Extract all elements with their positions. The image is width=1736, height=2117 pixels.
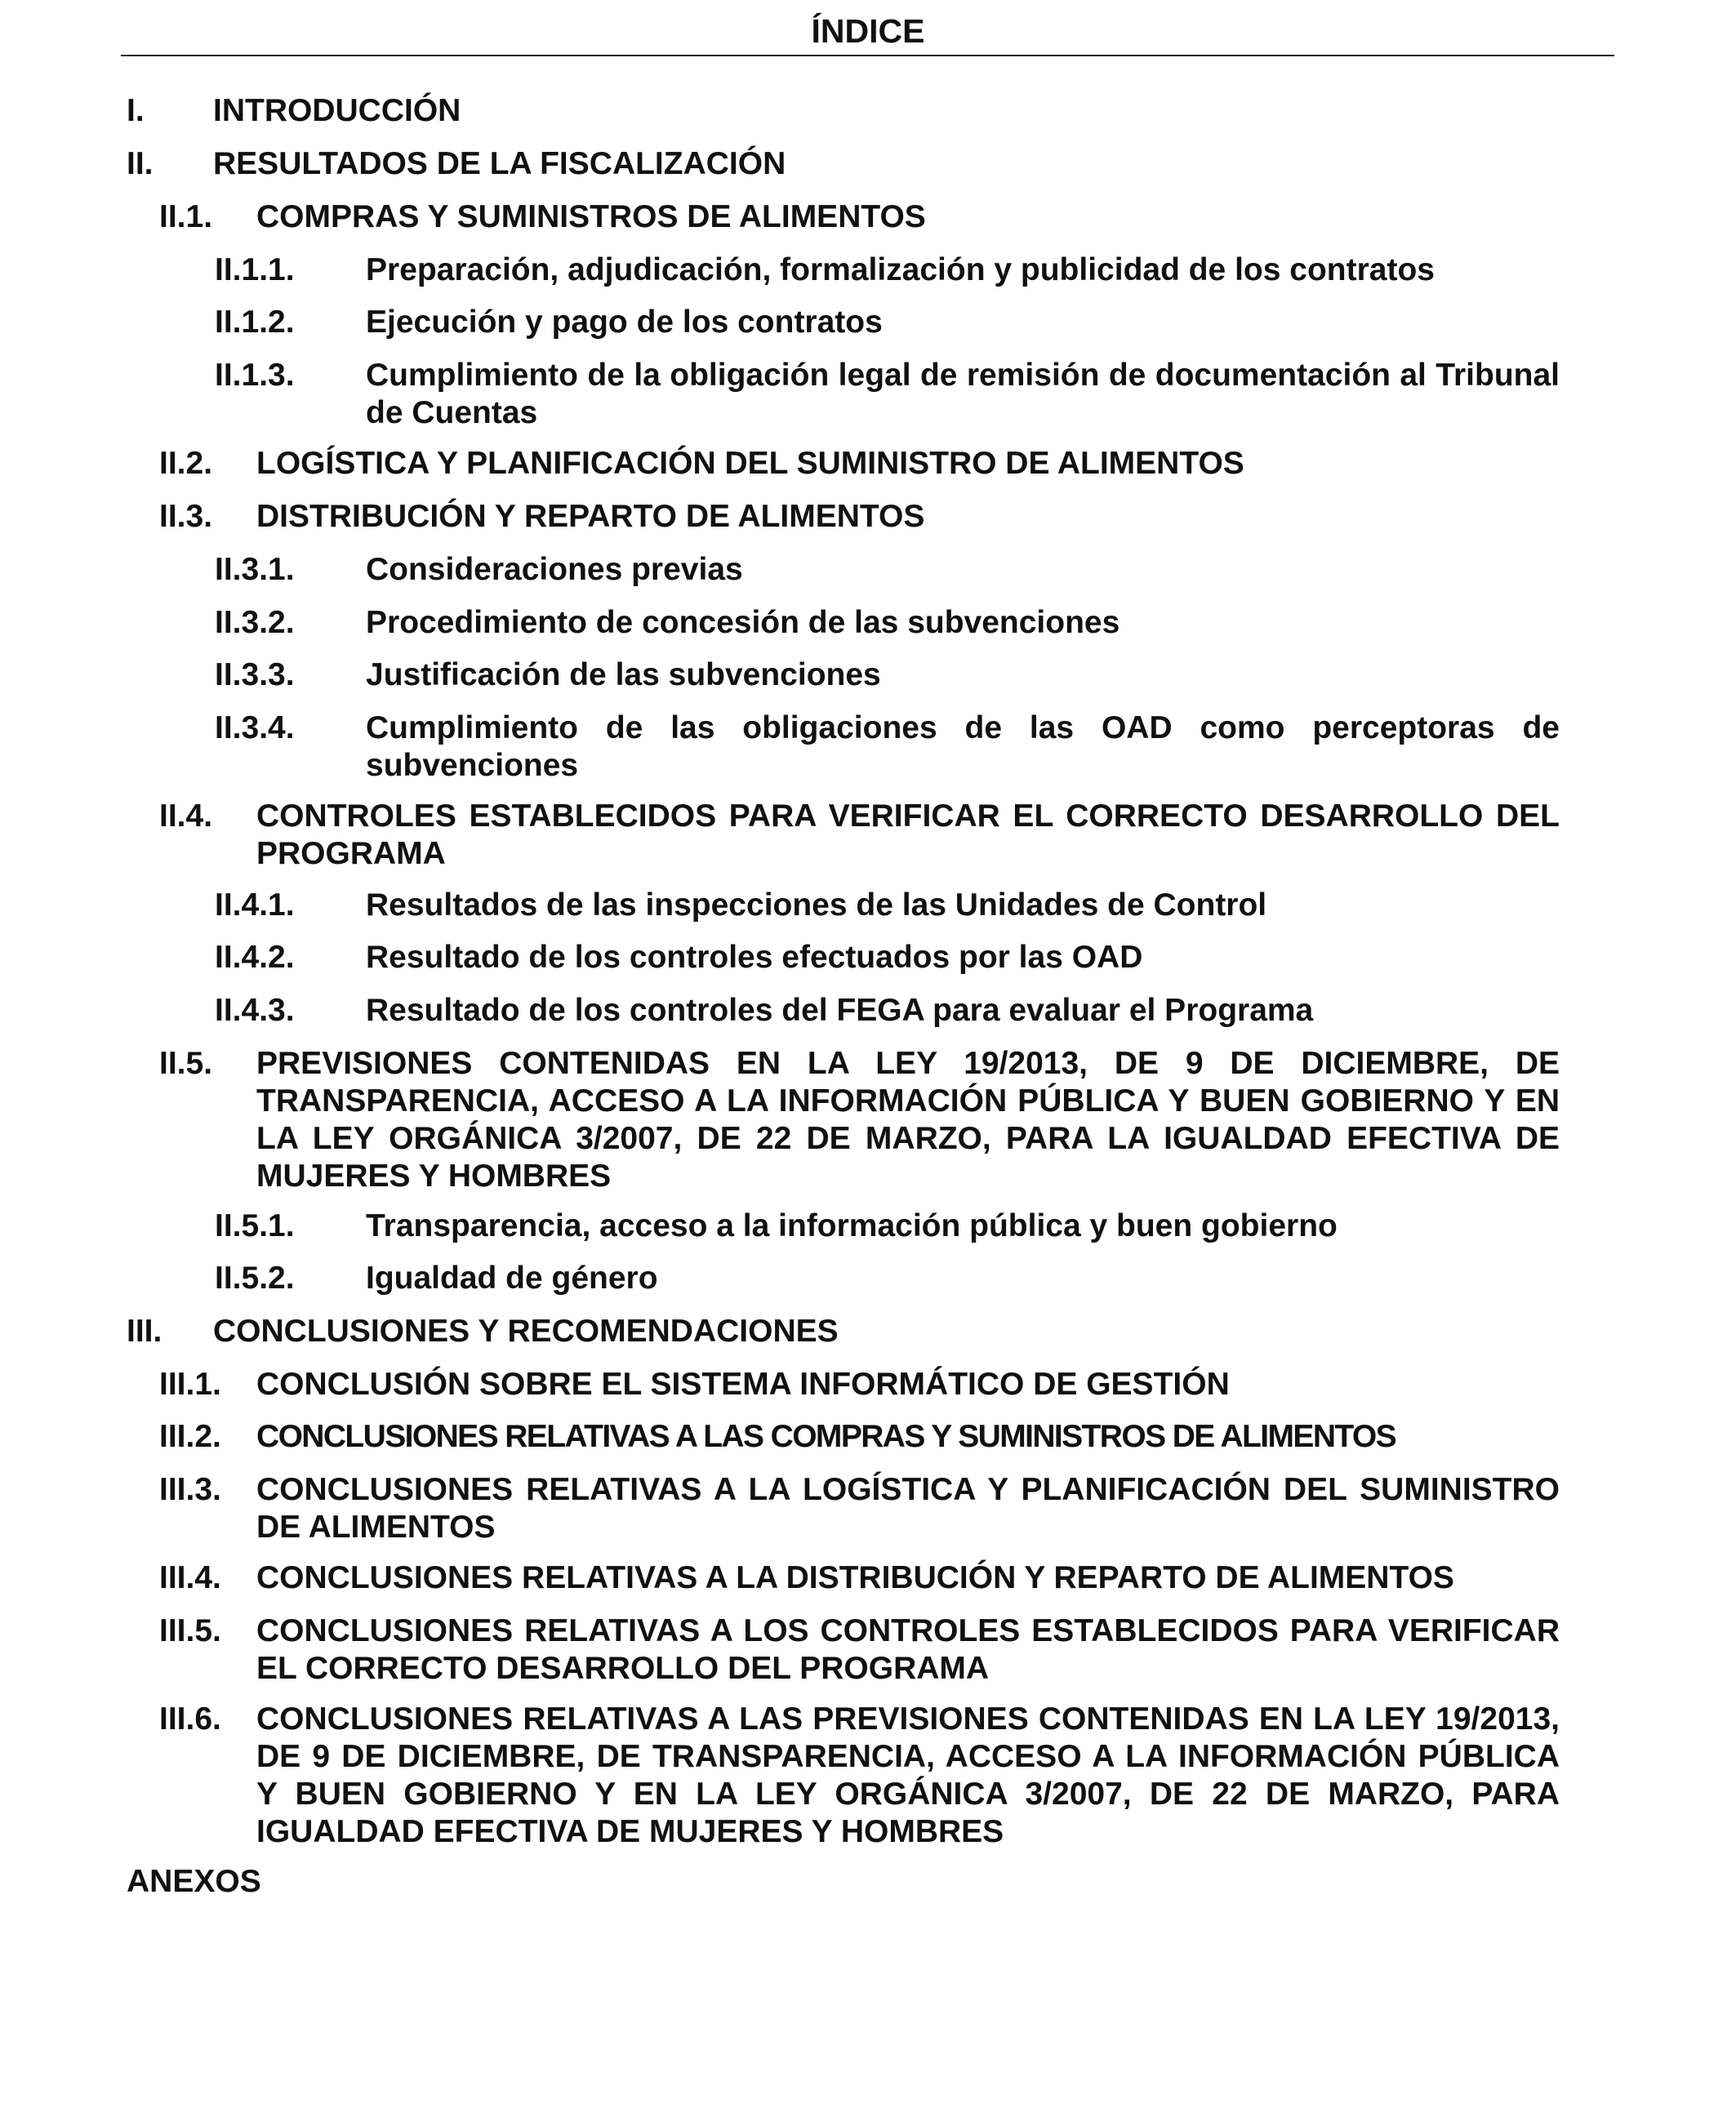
toc-entry-number: II.1.	[159, 199, 213, 234]
toc-entry-text: Cumplimiento de la obligación legal de remisión de documentación al Tribunal de Cuentas	[366, 358, 1560, 430]
toc-entry-text: Transparencia, acceso a la información pública y buen gobierno	[366, 1208, 1338, 1243]
toc-entry-text: CONCLUSIONES RELATIVAS A LOS CONTROLES ESTABLECIDOS PARA VERIFICAR EL CORRECTO DESARROLLO DEL PROGRAMA	[256, 1613, 1560, 1686]
toc-entry-number: II.5.2.	[215, 1261, 295, 1296]
toc-entry-number: III.1.	[159, 1367, 221, 1402]
toc-entry-text: Procedimiento de concesión de las subvenciones	[366, 605, 1120, 640]
toc-entry-number: III.4.	[159, 1560, 221, 1595]
toc-entry-number: III.2.	[159, 1419, 221, 1454]
toc-entry-text: CONCLUSIONES RELATIVAS A LA LOGÍSTICA Y PLANIFICACIÓN DEL SUMINISTRO DE ALIMENTOS	[256, 1472, 1560, 1545]
toc-entry-text: PREVISIONES CONTENIDAS EN LA LEY 19/2013, DE 9 DE DICIEMBRE, DE TRANSPARENCIA, ACCESO A LA INFORMACIÓN PÚBLICA Y BUEN GOBIERNO Y EN LA LEY ORGÁNICA 3/2007, DE 22 DE MARZO, PARA LA IGUALDAD EFECTIVA DE MUJERES Y HOMBRES	[256, 1046, 1560, 1194]
toc-entry-number: II.1.3.	[215, 358, 295, 393]
toc-entry-number: II.3.	[159, 499, 213, 534]
toc-entry-text: Resultados de las inspecciones de las Unidades de Control	[366, 887, 1267, 923]
toc-entry-number: II.4.3.	[215, 993, 295, 1028]
toc-entry-number: II.2.	[159, 446, 213, 481]
toc-entry-text: Resultado de los controles del FEGA para evaluar el Programa	[366, 993, 1314, 1028]
toc-entry-text: Cumplimiento de las obligaciones de las OAD como perceptoras de subvenciones	[366, 710, 1560, 783]
toc-entry-text: INTRODUCCIÓN	[213, 93, 461, 128]
toc-entry-text: CONCLUSIONES Y RECOMENDACIONES	[213, 1314, 839, 1349]
toc-entry-text: CONCLUSIONES RELATIVAS A LA DISTRIBUCIÓN Y REPARTO DE ALIMENTOS	[256, 1560, 1454, 1595]
toc-entry-number: II.	[127, 146, 154, 181]
toc-entry-text: LOGÍSTICA Y PLANIFICACIÓN DEL SUMINISTRO DE ALIMENTOS	[256, 446, 1244, 481]
toc-entry-number: III.	[127, 1314, 162, 1349]
toc-entry-number: III.3.	[159, 1472, 221, 1507]
toc-entry-text: RESULTADOS DE LA FISCALIZACIÓN	[213, 146, 786, 181]
toc-entry-number: II.1.1.	[215, 252, 295, 287]
toc-entry-text: CONCLUSIONES RELATIVAS A LAS COMPRAS Y SUMINISTROS DE ALIMENTOS	[256, 1419, 1396, 1454]
toc-entry-number: III.6.	[159, 1701, 221, 1737]
toc-entry-number: I.	[127, 93, 145, 128]
toc-entry-text: Ejecución y pago de los contratos	[366, 305, 883, 340]
toc-entry-text: CONCLUSIÓN SOBRE EL SISTEMA INFORMÁTICO DE GESTIÓN	[256, 1367, 1230, 1402]
toc-entry-text: DISTRIBUCIÓN Y REPARTO DE ALIMENTOS	[256, 499, 925, 534]
toc-entry-number: II.3.1.	[215, 552, 295, 587]
toc-entry-number: II.3.2.	[215, 605, 295, 640]
toc-entry-text: CONTROLES ESTABLECIDOS PARA VERIFICAR EL CORRECTO DESARROLLO DEL PROGRAMA	[256, 798, 1560, 871]
toc-entry-number: II.4.2.	[215, 940, 295, 975]
toc-entry-text: Preparación, adjudicación, formalización y publicidad de los contratos	[366, 252, 1435, 287]
toc-entry-number: II.4.	[159, 798, 213, 834]
toc-entry-text: Consideraciones previas	[366, 552, 743, 587]
toc-entry-number: III.5.	[159, 1613, 221, 1648]
toc-entry-text: Igualdad de género	[366, 1261, 658, 1296]
toc-entry-number: II.5.	[159, 1046, 213, 1081]
toc-entry-text: Resultado de los controles efectuados por las OAD	[366, 940, 1143, 975]
toc-entry-text: ANEXOS	[127, 1864, 261, 1899]
toc-entry-number: II.5.1.	[215, 1208, 295, 1243]
toc-entry-text: CONCLUSIONES RELATIVAS A LAS PREVISIONES CONTENIDAS EN LA LEY 19/2013, DE 9 DE DICIEMBRE, DE TRANSPARENCIA, ACCESO A LA INFORMACIÓN PÚBLICA Y BUEN GOBIERNO Y EN LA LEY ORGÁNICA 3/2007, DE 22 DE MARZO, PARA IGUALDAD EFECTIVA DE MUJERES Y HOMBRES	[256, 1701, 1560, 1849]
toc-entry-number: II.1.2.	[215, 305, 295, 340]
toc-entry-number: II.3.3.	[215, 657, 295, 692]
toc-entry-number: II.4.1.	[215, 887, 295, 923]
toc-entry-number: II.3.4.	[215, 710, 295, 745]
page-title: ÍNDICE	[811, 12, 925, 50]
toc-entry-text: COMPRAS Y SUMINISTROS DE ALIMENTOS	[256, 199, 926, 234]
toc-entry-text: Justificación de las subvenciones	[366, 657, 881, 692]
